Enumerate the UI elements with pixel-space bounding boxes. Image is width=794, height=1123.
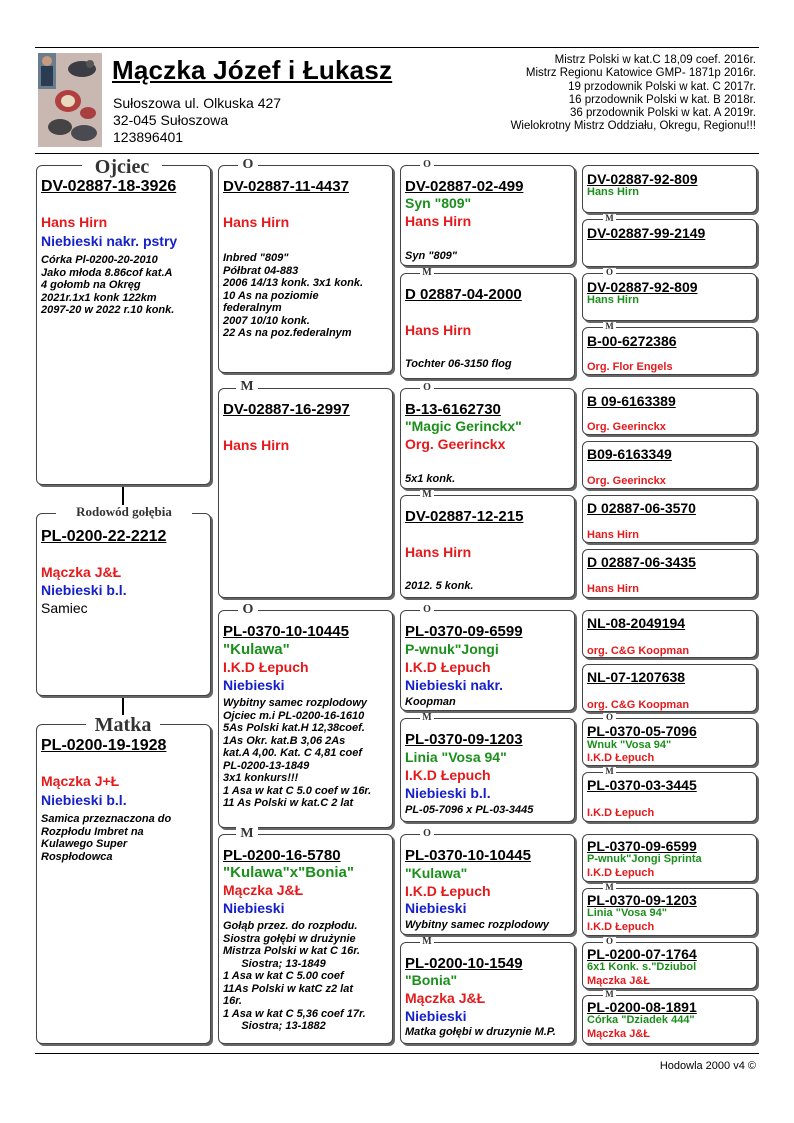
mm-color: Niebieski	[223, 900, 285, 916]
g3-breeder: I.K.D Łepuch	[405, 883, 491, 899]
mm-description	[223, 920, 366, 1033]
g3-ring: PL-0200-10-1549	[405, 955, 523, 972]
mf-ring: PL-0370-10-10445	[223, 623, 349, 640]
g3-ring: PL-0370-09-6599	[405, 623, 523, 640]
desc-line: 1 Asa w kat C 5,36 coef 17r.	[223, 1007, 366, 1020]
m-label: M	[603, 883, 616, 892]
subject-color: Niebieski b.l.	[41, 582, 127, 598]
g3-ring: PL-0370-09-1203	[405, 731, 523, 748]
g4-box-15[interactable]	[582, 995, 757, 1044]
achievement-line: Wielokrotny Mistrz Oddziału, Okregu, Regionu!!!	[510, 120, 756, 133]
g4-ring: PL-0370-05-7096	[587, 723, 697, 739]
g3-breeder: Hans Hirn	[405, 213, 472, 229]
m-label: M	[420, 937, 434, 947]
desc-line: Inbred "809"	[223, 252, 289, 264]
o-label: O	[603, 268, 616, 277]
achievement-line: Mistrz Regionu Katowice GMP- 1871p 2016r.	[525, 67, 756, 80]
g4-line: Org. Geerinckx	[587, 475, 666, 487]
g4-ring: DV-02887-99-2149	[587, 225, 706, 241]
desc-line: 10 As na poziomie	[223, 289, 319, 302]
desc-line: 16r.	[223, 995, 242, 1007]
g4-ring: B09-6163349	[587, 446, 672, 462]
pigeon-photo	[38, 53, 102, 147]
page-title: Mączka Józef i Łukasz	[112, 55, 393, 85]
address-line: 32-045 Sułoszowa	[113, 112, 229, 128]
father-description	[41, 254, 174, 317]
g4-box-12[interactable]	[582, 834, 757, 882]
desc-line: 2097-20 w 2022 r.10 konk.	[41, 304, 175, 316]
mm-ring: PL-0200-16-5780	[223, 847, 341, 864]
g4-line: 6x1 Konk. s."Dziubol	[587, 961, 697, 973]
g4-line: Hans Hirn	[587, 186, 639, 198]
ff-breeder: Hans Hirn	[223, 214, 290, 230]
g3-desc: Matka gołębi w druzynie M.P.	[405, 1026, 556, 1038]
g4-line: org. C&G Koopman	[587, 699, 690, 711]
g4-line: I.K.D Łepuch	[587, 807, 655, 819]
mother-breeder: Mączka J+Ł	[41, 773, 120, 789]
desc-line: Kulawego Super	[41, 838, 128, 850]
desc-line: 2006 14/13 konk. 3x1 konk.	[223, 277, 364, 289]
g4-line: Org. Flor Engels	[587, 361, 673, 373]
g4-box-3[interactable]	[582, 327, 757, 375]
g4-ring: DV-02887-92-809	[587, 279, 698, 295]
g3-desc: Tochter 06-3150 flog	[405, 358, 512, 370]
desc-line: Półbrat 04-883	[223, 264, 299, 277]
desc-line: 5As Polski kat.H 12,38coef.	[223, 722, 365, 734]
g4-box-13[interactable]	[582, 888, 757, 936]
g3-color: Niebieski nakr.	[405, 677, 504, 693]
achievement-line: Mistrz Polski w kat.C 18,09 coef. 2016r.	[554, 54, 756, 66]
ff-description	[223, 252, 363, 340]
desc-line: 1 Asa w kat C 5.0 coef w 16r.	[223, 784, 372, 797]
pedigree-label: Rodowód gołębia	[56, 505, 192, 519]
mother-ring: PL-0200-19-1928	[41, 737, 167, 754]
g3-box-0[interactable]	[400, 165, 575, 266]
desc-line: kat.A 4,00. Kat. C 4,81 coef	[223, 747, 362, 759]
mf-box[interactable]	[218, 610, 393, 828]
g4-ring: PL-0370-09-1203	[587, 892, 697, 908]
mm-box[interactable]	[218, 834, 393, 1044]
desc-line: Gołąb przez. do rozpłodu.	[223, 920, 358, 932]
achievements	[511, 54, 756, 134]
m-label: M	[420, 490, 434, 500]
g4-ring: PL-0370-03-3445	[587, 777, 697, 793]
desc-line: 1 Asa w kat C 5.00 coef	[223, 970, 344, 982]
g4-box-2[interactable]	[582, 273, 757, 321]
desc-line: Siostra; 13-1882	[223, 1020, 326, 1032]
ff-box[interactable]	[218, 165, 393, 373]
desc-line: 4 gołomb na Okręg	[41, 279, 141, 291]
g3-desc: Syn "809"	[405, 250, 458, 262]
top-rule	[35, 47, 759, 48]
fm-ring: DV-02887-16-2997	[223, 401, 350, 418]
g3-name: Linia "Vosa 94"	[405, 749, 507, 765]
g4-line: Wnuk "Vosa 94"	[587, 739, 672, 751]
g4-line: Hans Hirn	[587, 583, 639, 595]
g4-line: Mączka J&Ł	[587, 1028, 650, 1040]
subject-sex: Samiec	[41, 600, 88, 616]
g3-ring: B-13-6162730	[405, 401, 501, 418]
father-ring: DV-02887-18-3926	[41, 178, 177, 195]
mf-description	[223, 697, 371, 810]
desc-line: 1As Okr. kat.B 3,06 2As	[223, 734, 346, 747]
mother-label: Matka	[86, 715, 160, 735]
desc-line: 22 As na poz.federalnym	[223, 327, 352, 339]
g3-ring: D 02887-04-2000	[405, 286, 522, 303]
g3-desc: Koopman	[405, 696, 456, 708]
g3-name: P-wnuk"Jongi	[405, 641, 499, 657]
desc-line: Córka Pl-0200-20-2010	[41, 254, 158, 266]
breeder-address	[113, 95, 281, 146]
g3-desc: Wybitny samec rozplodowy	[405, 919, 550, 931]
g4-box-9[interactable]	[582, 664, 757, 712]
g4-line: I.K.D Łepuch	[587, 867, 655, 879]
m-label: M	[420, 713, 434, 723]
g4-line: Org. Geerinckx	[587, 421, 666, 433]
g4-line: P-wnuk"Jongi Sprinta	[587, 853, 702, 865]
m-label: M	[236, 827, 258, 841]
g3-box-5[interactable]	[400, 718, 575, 822]
o-label: O	[238, 603, 258, 617]
g4-line: Hans Hirn	[587, 294, 639, 306]
mf-breeder: I.K.D Łepuch	[223, 659, 309, 675]
g4-box-7[interactable]	[582, 549, 757, 598]
desc-line: 2007 10/10 konk.	[223, 314, 310, 327]
g4-box-0[interactable]	[582, 165, 757, 213]
mother-description	[41, 813, 171, 863]
g4-ring: B-00-6272386	[587, 333, 677, 349]
father-color: Niebieski nakr. pstry	[41, 233, 178, 249]
g3-box-1[interactable]	[400, 273, 575, 379]
g3-color: Niebieski b.l.	[405, 785, 491, 801]
fm-breeder: Hans Hirn	[223, 437, 290, 453]
o-label: O	[603, 937, 616, 946]
g4-box-6[interactable]	[582, 495, 757, 543]
g3-box-2[interactable]	[400, 388, 575, 489]
desc-line: 3x1 konkurs!!!	[223, 772, 299, 784]
g4-box-1[interactable]	[582, 219, 757, 267]
subject-box[interactable]	[36, 513, 211, 696]
mother-color: Niebieski b.l.	[41, 792, 127, 808]
mother-box[interactable]	[36, 724, 211, 1044]
ff-ring: DV-02887-11-4437	[223, 178, 349, 195]
desc-line: 2021r.1x1 konk 122km	[41, 291, 157, 304]
desc-line: Siostra gołębi w drużynie	[223, 932, 356, 945]
g3-breeder: Mączka J&Ł	[405, 990, 486, 1006]
header-rule	[35, 153, 759, 154]
g4-box-5[interactable]	[582, 441, 757, 489]
desc-line: Siostra; 13-1849	[223, 957, 326, 970]
fm-box[interactable]	[218, 388, 393, 598]
g4-box-11[interactable]	[582, 772, 757, 822]
g3-desc: 2012. 5 konk.	[405, 580, 474, 592]
subject-ring: PL-0200-22-2212	[41, 528, 167, 545]
g4-line: Hans Hirn	[587, 529, 639, 541]
g3-breeder: Hans Hirn	[405, 322, 472, 338]
o-label: O	[603, 713, 616, 722]
desc-line: Samica przeznaczona do	[41, 813, 172, 825]
g4-box-14[interactable]	[582, 942, 757, 989]
g4-ring: D 02887-06-3570	[587, 500, 696, 516]
g3-breeder: Org. Geerinckx	[405, 436, 506, 452]
m-label: M	[603, 214, 616, 223]
desc-line: PL-0200-13-1849	[223, 759, 310, 772]
g3-name: "Bonia"	[405, 972, 458, 988]
achievement-line: 16 przodownik Polski w kat. B 2018r.	[568, 93, 756, 106]
desc-line: federalnym	[223, 302, 282, 314]
address-line: Sułoszowa ul. Olkuska 427	[113, 95, 282, 111]
mf-name: "Kulawa"	[223, 641, 290, 658]
desc-line: Jako młoda 8.86cof kat.A	[41, 266, 173, 279]
m-label: M	[236, 380, 258, 394]
g3-breeder: I.K.D Łepuch	[405, 659, 491, 675]
g4-line: I.K.D Łepuch	[587, 921, 655, 933]
g3-name: "Kulawa"	[405, 865, 468, 881]
achievement-line: 19 przodownik Polski w kat. C 2017r.	[568, 80, 756, 93]
g4-ring: NL-07-1207638	[587, 669, 686, 685]
father-label: Ojciec	[82, 157, 162, 177]
desc-line: 11As Polski w katC z2 lat	[223, 982, 354, 995]
achievement-line: 36 przodownik Polski w kat. A 2019r.	[569, 107, 756, 120]
footer-rule	[35, 1053, 759, 1054]
father-breeder: Hans Hirn	[41, 214, 108, 230]
phone: 123896401	[113, 129, 184, 145]
mf-color: Niebieski	[223, 677, 285, 693]
g4-box-8[interactable]	[582, 610, 757, 658]
g4-ring: NL-08-2049194	[587, 615, 686, 631]
g3-ring: DV-02887-12-215	[405, 508, 524, 525]
o-label: O	[420, 383, 434, 393]
mm-breeder: Mączka J&Ł	[223, 882, 304, 898]
g4-ring: D 02887-06-3435	[587, 554, 696, 570]
g3-name: Syn "809"	[405, 195, 472, 211]
g4-ring: B 09-6163389	[587, 393, 676, 409]
g3-box-4[interactable]	[400, 610, 575, 711]
desc-line: Wybitny samec rozplodowy	[223, 697, 368, 709]
pigeon-photo-image	[38, 53, 102, 147]
g4-box-4[interactable]	[582, 388, 757, 435]
m-label: M	[603, 990, 616, 999]
g3-breeder: Hans Hirn	[405, 544, 472, 560]
desc-line: Ojciec m.i PL-0200-16-1610	[223, 709, 365, 722]
g3-name: "Magic Gerinckx"	[405, 418, 522, 434]
g3-box-7[interactable]	[400, 942, 575, 1044]
g3-color: Niebieski	[405, 900, 467, 916]
g4-line: org. C&G Koopman	[587, 645, 690, 657]
g4-box-10[interactable]	[582, 718, 757, 766]
desc-line: Rospłodowca	[41, 850, 113, 863]
m-label: M	[420, 268, 434, 278]
o-label: O	[420, 160, 434, 170]
g3-ring: DV-02887-02-499	[405, 178, 524, 195]
subject-breeder: Mączka J&Ł	[41, 564, 122, 580]
g4-ring: DV-02887-92-809	[587, 171, 698, 187]
footer-text: Hodowla 2000 v4 ©	[659, 1060, 756, 1072]
mm-name: "Kulawa"x"Bonia"	[223, 864, 354, 881]
g4-line: Linia "Vosa 94"	[587, 907, 667, 919]
g4-ring: PL-0200-08-1891	[587, 999, 697, 1015]
g3-breeder: I.K.D Łepuch	[405, 767, 491, 783]
desc-line: 11 As Polski w kat.C 2 lat	[223, 797, 354, 809]
father-box[interactable]	[36, 165, 211, 485]
g4-ring: PL-0200-07-1764	[587, 946, 697, 962]
g4-line: Mączka J&Ł	[587, 975, 650, 987]
o-label: O	[238, 158, 258, 172]
g3-color: Niebieski	[405, 1008, 467, 1024]
o-label: O	[420, 829, 434, 839]
g4-line: I.K.D Łepuch	[587, 752, 655, 764]
desc-line: Mistrza Polski w kat C 16r.	[223, 945, 360, 957]
g4-ring: PL-0370-09-6599	[587, 838, 697, 854]
desc-line: Rozpłodu Imbret na	[41, 825, 144, 838]
g3-box-3[interactable]	[400, 495, 575, 598]
m-label: M	[603, 767, 616, 776]
m-label: M	[603, 322, 616, 331]
o-label: O	[420, 605, 434, 615]
g3-ring: PL-0370-10-10445	[405, 847, 531, 864]
g4-line: Córka "Dziadek 444"	[587, 1014, 695, 1026]
g3-box-6[interactable]	[400, 834, 575, 935]
g3-desc: 5x1 konk.	[405, 473, 456, 485]
g3-desc: PL-05-7096 x PL-03-3445	[405, 804, 534, 816]
